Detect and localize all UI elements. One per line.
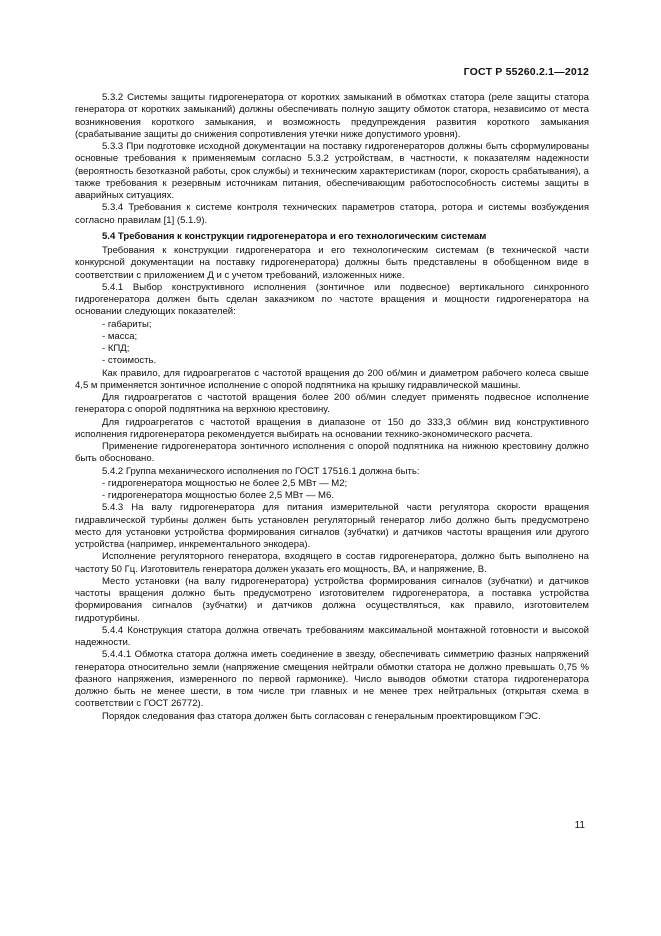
paragraph-umbrella-rule: Как правило, для гидроагрегатов с частотой вращения до 200 об/мин и диаметром рабочего колеса свыше 4,5 м применяется зонтичное исполнение с опорой подпятника на крышку гидравлической машины. — [75, 367, 589, 391]
document-body — [75, 92, 589, 723]
list-item: - гидрогенератора мощностью более 2,5 МВт — М6. — [102, 490, 334, 501]
paragraph-5-4-3: 5.4.3 На валу гидрогенератора для питания измерительной части регулятора скорости вращения гидравлической турбины должен быть установлен регуляторный генератор либо должно быть предусмотрено место для установки устройства формирования сигналов (зубчатки) и датчиков частоты вращения или другого устройства (например, инкрементального энкодера). — [75, 502, 589, 550]
paragraph-5-3-4: 5.3.4 Требования к системе контроля технических параметров статора, ротора и системы возбуждения согласно правилам [1] (5.1.9). — [75, 202, 589, 226]
list-item: - габариты; — [102, 318, 152, 330]
paragraph-5-4-intro: Требования к конструкции гидрогенератора и его технологическим системам (в технической части конкурсной документации на поставку гидрогенератора) должны быть представлены в обобщенном виде в соответствии с приложением Д и с учетом требований, изложенных ниже. — [75, 245, 589, 281]
list-item: - гидрогенератора мощностью не более 2,5 МВт — М2; — [102, 477, 348, 489]
section-heading-5-4: 5.4 Требования к конструкции гидрогенератора и его технологическим системам — [102, 230, 487, 242]
paragraph-sensor-placement: Место установки (на валу гидрогенератора) устройства формирования сигналов (зубчатки) и датчиков частоты вращения должно быть предусмотрено изготовителем гидрогенератора, а поставка устройства формирования сигналов (зубчатки) и датчиков должна осуществляться, как правило, изготовителем гидротурбины. — [75, 575, 589, 624]
paragraph-5-4-4-1: 5.4.4.1 Обмотка статора должна иметь соединение в звезду, обеспечивать симметрию фазных напряжений генератора относительно земли (напряжение смещения нейтрали обмотки статора не должно превышать 0,75 % фазного напряжения, измеренного по первой гармонике). Число выводов обмотки статора гидрогенератора должно быть не менее шести, в том числе три главных и не менее трех нейтральных (открытая схема в соответствии с ГОСТ 26772). — [75, 649, 589, 710]
paragraph-suspended-rule: Для гидроагрегатов с частотой вращения более 200 об/мин следует применять подвесное исполнение генератора с опорой подпятника на верхнюю крестовину. — [75, 392, 589, 416]
paragraph-regulator-generator: Исполнение регуляторного генератора, входящего в состав гидрогенератора, должно быть выполнено на частоту 50 Гц. Изготовитель генератора должен указать его мощность, ВА, и напряжение, В. — [75, 551, 589, 575]
paragraph-phase-order: Порядок следования фаз статора должен быть согласован с генеральным проектировщиком ГЭС. — [102, 710, 541, 722]
paragraph-5-4-2: 5.4.2 Группа механического исполнения по ГОСТ 17516.1 должна быть: — [102, 465, 420, 477]
paragraph-range-rule: Для гидроагрегатов с частотой вращения в диапазоне от 150 до 333,3 об/мин вид конструктивного исполнения гидрогенератора рекомендуется выбирать на основании технико-экономического расчета. — [75, 416, 589, 440]
list-item: - стоимость. — [102, 355, 157, 367]
paragraph-5-4-1: 5.4.1 Выбор конструктивного исполнения (зонтичное или подвесное) вертикального синхронного гидрогенератора должен быть сделан заказчиком по частоте вращения и мощности гидрогенератора на основании следующих показателей: — [75, 281, 589, 318]
paragraph-justification: Применение гидрогенератора зонтичного исполнения с опорой подпятника на нижнюю крестовину должно быть обосновано. — [75, 441, 589, 465]
list-item: - КПД; — [102, 343, 130, 354]
paragraph-5-4-4: 5.4.4 Конструкция статора должна отвечать требованиям максимальной монтажной готовности и высокой надежности. — [75, 624, 589, 648]
page-number: 11 — [574, 820, 585, 831]
list-item: - масса; — [102, 330, 138, 342]
document-code-header: ГОСТ Р 55260.2.1—2012 — [463, 66, 589, 78]
paragraph-5-3-2: 5.3.2 Системы защиты гидрогенератора от коротких замыканий в обмотках статора (реле защиты статора генератора от коротких замыканий) должны обеспечивать полную защиту обмоток статора, независимо от места возникновения короткого замыкания, и возможность предупреждения развития короткого замыкания (срабатывание защиты до снижения сопротивления утечки ниже допустимого уровня). — [75, 92, 589, 140]
paragraph-5-3-3: 5.3.3 При подготовке исходной документации на поставку гидрогенераторов должны быть сформулированы основные требования к применяемым согласно 5.3.2 устройствам, в частности, к показателям надежности (вероятность безотказной работы, срок службы) и техническим характеристикам (порог, скорость срабатывания), а также требования к резервным источникам питания, обеспечивающим работоспособность системы защиты в аварийных ситуациях. — [75, 141, 589, 201]
